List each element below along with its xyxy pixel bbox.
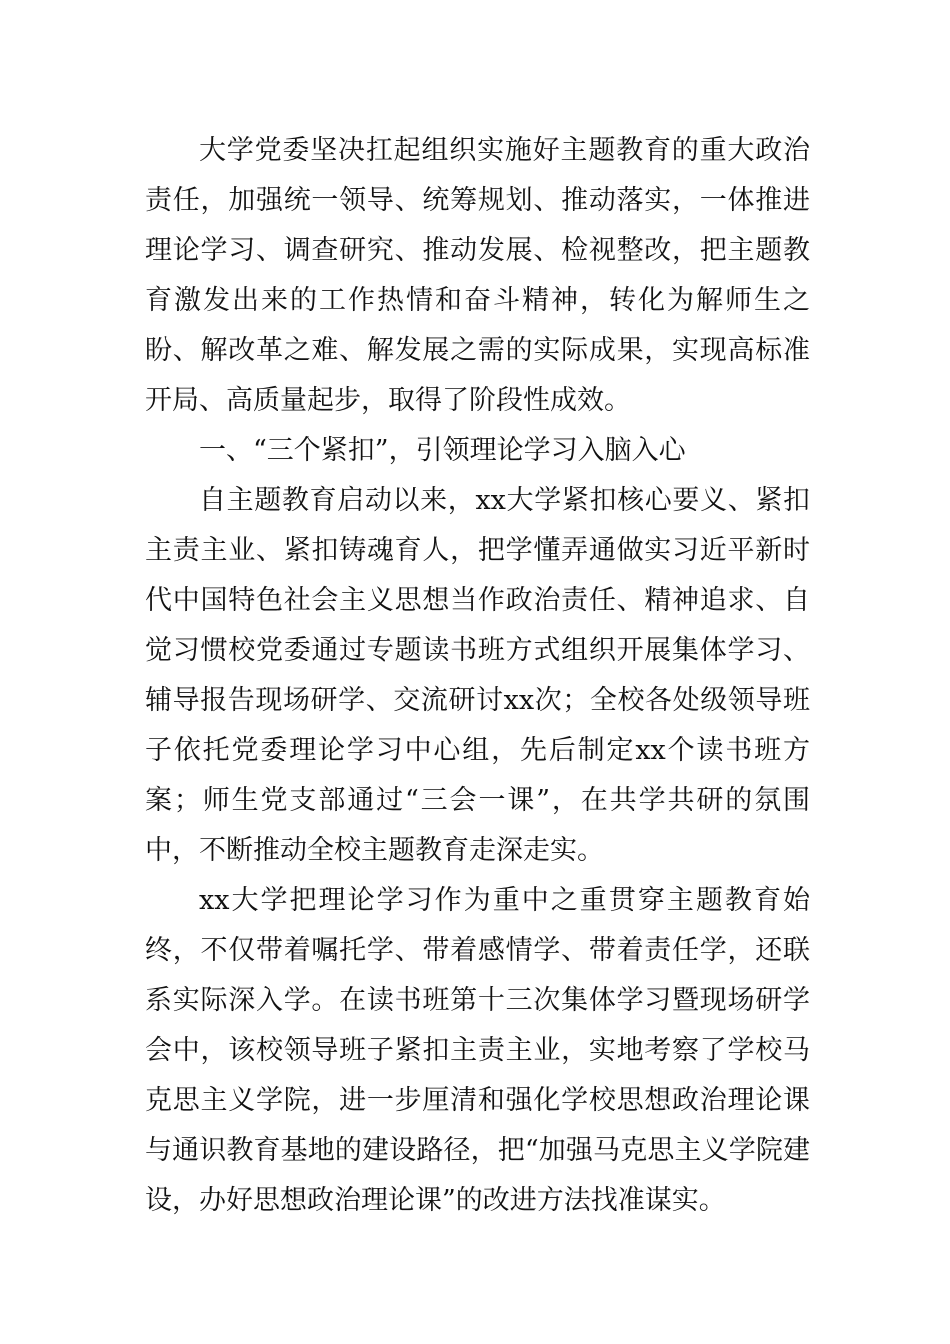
paragraph-intro: 大学党委坚决扛起组织实施好主题教育的重大政治责任，加强统一领导、统筹规划、推动落实，一体推进理论学习、调查研究、推动发展、检视整改，把主题教育激发出来的工作热情和奋斗精神，转化为解师生之盼、解改革之难、解发展之需的实际成果，实现高标准开局、高质量起步，取得了阶段性成效。	[145, 135, 810, 416]
section-heading: 一、“三个紧扣”，引领理论学习入脑入心	[199, 435, 686, 466]
paragraph-study: 自主题教育启动以来，xx大学紧扣核心要义、紧扣主责主业、紧扣铸魂育人，把学懂弄通做实习近平新时代中国特色社会主义思想当作政治责任、精神追求、自觉习惯校党委通过专题读书班方式组织开展集体学习、辅导报告现场研学、交流研讨xx次；全校各处级领导班子依托党委理论学习中心组，先后制定xx个读书班方案；师生党支部通过“三会一课”，在共学共研的氛围中，不断推动全校主题教育走深走实。	[145, 485, 810, 866]
document-body	[145, 126, 810, 1226]
paragraph-theory: xx大学把理论学习作为重中之重贯穿主题教育始终，不仅带着嘱托学、带着感情学、带着责任学，还联系实际深入学。在读书班第十三次集体学习暨现场研学会中，该校领导班子紧扣主责主业，实地考察了学校马克思主义学院，进一步厘清和强化学校思想政治理论课与通识教育基地的建设路径，把“加强马克思主义学院建设，办好思想政治理论课”的改进方法找准谋实。	[145, 885, 810, 1216]
